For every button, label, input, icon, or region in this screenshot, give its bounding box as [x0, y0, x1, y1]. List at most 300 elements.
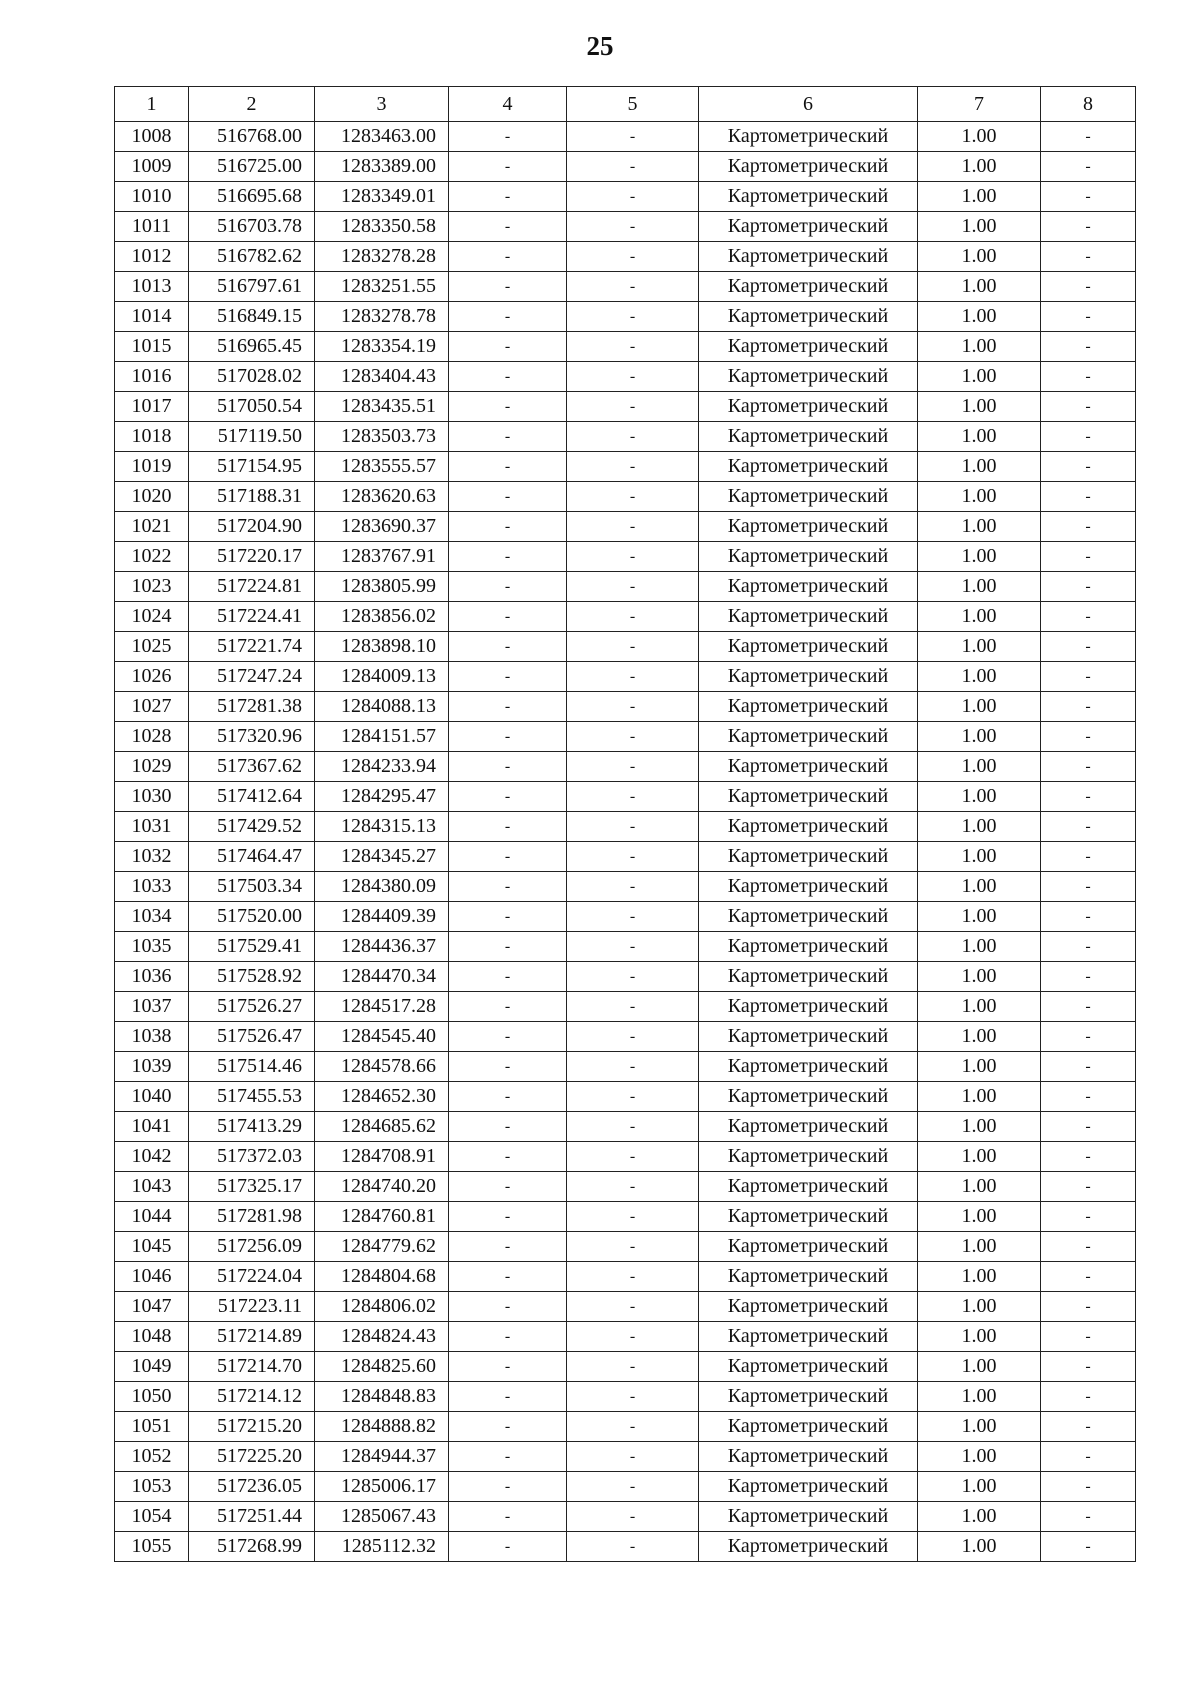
point-number-cell: 1054	[115, 1502, 189, 1532]
method-cell: Картометрический	[699, 1412, 918, 1442]
y-coordinate-cell: 1283503.73	[315, 422, 449, 452]
column-header: 5	[567, 87, 699, 122]
accuracy-cell: 1.00	[918, 662, 1041, 692]
x-coordinate-cell: 516849.15	[189, 302, 315, 332]
table-row	[115, 542, 1136, 572]
accuracy-cell: 1.00	[918, 1052, 1041, 1082]
accuracy-cell: 1.00	[918, 992, 1041, 1022]
column-5-cell: -	[567, 632, 699, 662]
y-coordinate-cell: 1283767.91	[315, 542, 449, 572]
method-cell: Картометрический	[699, 872, 918, 902]
table-row	[115, 1052, 1136, 1082]
accuracy-cell: 1.00	[918, 962, 1041, 992]
column-4-cell: -	[449, 782, 567, 812]
column-8-cell: -	[1041, 422, 1136, 452]
column-5-cell: -	[567, 242, 699, 272]
y-coordinate-cell: 1284779.62	[315, 1232, 449, 1262]
column-4-cell: -	[449, 1442, 567, 1472]
accuracy-cell: 1.00	[918, 452, 1041, 482]
column-header: 8	[1041, 87, 1136, 122]
accuracy-cell: 1.00	[918, 1472, 1041, 1502]
y-coordinate-cell: 1284436.37	[315, 932, 449, 962]
column-5-cell: -	[567, 392, 699, 422]
column-4-cell: -	[449, 932, 567, 962]
y-coordinate-cell: 1285112.32	[315, 1532, 449, 1562]
method-cell: Картометрический	[699, 842, 918, 872]
table-row	[115, 302, 1136, 332]
column-4-cell: -	[449, 1202, 567, 1232]
point-number-cell: 1017	[115, 392, 189, 422]
column-5-cell: -	[567, 692, 699, 722]
point-number-cell: 1036	[115, 962, 189, 992]
accuracy-cell: 1.00	[918, 902, 1041, 932]
y-coordinate-cell: 1284806.02	[315, 1292, 449, 1322]
column-5-cell: -	[567, 572, 699, 602]
column-4-cell: -	[449, 992, 567, 1022]
point-number-cell: 1008	[115, 122, 189, 152]
y-coordinate-cell: 1283856.02	[315, 602, 449, 632]
table-row	[115, 602, 1136, 632]
column-5-cell: -	[567, 1142, 699, 1172]
x-coordinate-cell: 517526.47	[189, 1022, 315, 1052]
column-4-cell: -	[449, 1232, 567, 1262]
column-4-cell: -	[449, 1502, 567, 1532]
table-row	[115, 1502, 1136, 1532]
point-number-cell: 1048	[115, 1322, 189, 1352]
column-8-cell: -	[1041, 1202, 1136, 1232]
accuracy-cell: 1.00	[918, 302, 1041, 332]
accuracy-cell: 1.00	[918, 122, 1041, 152]
column-4-cell: -	[449, 1262, 567, 1292]
column-8-cell: -	[1041, 842, 1136, 872]
accuracy-cell: 1.00	[918, 1232, 1041, 1262]
point-number-cell: 1039	[115, 1052, 189, 1082]
table-row	[115, 1352, 1136, 1382]
accuracy-cell: 1.00	[918, 572, 1041, 602]
y-coordinate-cell: 1284345.27	[315, 842, 449, 872]
point-number-cell: 1013	[115, 272, 189, 302]
column-4-cell: -	[449, 902, 567, 932]
column-5-cell: -	[567, 662, 699, 692]
column-8-cell: -	[1041, 1082, 1136, 1112]
column-8-cell: -	[1041, 302, 1136, 332]
column-4-cell: -	[449, 212, 567, 242]
column-4-cell: -	[449, 842, 567, 872]
column-5-cell: -	[567, 1322, 699, 1352]
method-cell: Картометрический	[699, 1052, 918, 1082]
column-4-cell: -	[449, 1022, 567, 1052]
table-row	[115, 332, 1136, 362]
column-5-cell: -	[567, 1292, 699, 1322]
y-coordinate-cell: 1284578.66	[315, 1052, 449, 1082]
column-4-cell: -	[449, 1052, 567, 1082]
point-number-cell: 1034	[115, 902, 189, 932]
column-8-cell: -	[1041, 662, 1136, 692]
column-5-cell: -	[567, 512, 699, 542]
method-cell: Картометрический	[699, 152, 918, 182]
accuracy-cell: 1.00	[918, 392, 1041, 422]
x-coordinate-cell: 517214.12	[189, 1382, 315, 1412]
y-coordinate-cell: 1284740.20	[315, 1172, 449, 1202]
method-cell: Картометрический	[699, 1022, 918, 1052]
column-8-cell: -	[1041, 692, 1136, 722]
point-number-cell: 1018	[115, 422, 189, 452]
method-cell: Картометрический	[699, 902, 918, 932]
table-row	[115, 392, 1136, 422]
column-8-cell: -	[1041, 122, 1136, 152]
column-5-cell: -	[567, 212, 699, 242]
table-row	[115, 782, 1136, 812]
column-5-cell: -	[567, 842, 699, 872]
method-cell: Картометрический	[699, 632, 918, 662]
table-row	[115, 992, 1136, 1022]
x-coordinate-cell: 516782.62	[189, 242, 315, 272]
x-coordinate-cell: 517520.00	[189, 902, 315, 932]
y-coordinate-cell: 1284009.13	[315, 662, 449, 692]
x-coordinate-cell: 517223.11	[189, 1292, 315, 1322]
method-cell: Картометрический	[699, 692, 918, 722]
method-cell: Картометрический	[699, 1472, 918, 1502]
y-coordinate-cell: 1285067.43	[315, 1502, 449, 1532]
method-cell: Картометрический	[699, 242, 918, 272]
point-number-cell: 1041	[115, 1112, 189, 1142]
point-number-cell: 1037	[115, 992, 189, 1022]
column-4-cell: -	[449, 722, 567, 752]
point-number-cell: 1028	[115, 722, 189, 752]
column-8-cell: -	[1041, 482, 1136, 512]
column-4-cell: -	[449, 1292, 567, 1322]
method-cell: Картометрический	[699, 1502, 918, 1532]
y-coordinate-cell: 1283349.01	[315, 182, 449, 212]
x-coordinate-cell: 517281.38	[189, 692, 315, 722]
column-5-cell: -	[567, 272, 699, 302]
column-5-cell: -	[567, 1502, 699, 1532]
table-row	[115, 1142, 1136, 1172]
column-4-cell: -	[449, 602, 567, 632]
accuracy-cell: 1.00	[918, 1382, 1041, 1412]
accuracy-cell: 1.00	[918, 722, 1041, 752]
accuracy-cell: 1.00	[918, 1532, 1041, 1562]
y-coordinate-cell: 1283555.57	[315, 452, 449, 482]
column-8-cell: -	[1041, 1442, 1136, 1472]
method-cell: Картометрический	[699, 392, 918, 422]
column-4-cell: -	[449, 1412, 567, 1442]
column-header: 3	[315, 87, 449, 122]
column-4-cell: -	[449, 632, 567, 662]
column-4-cell: -	[449, 812, 567, 842]
x-coordinate-cell: 517412.64	[189, 782, 315, 812]
column-4-cell: -	[449, 452, 567, 482]
accuracy-cell: 1.00	[918, 1412, 1041, 1442]
x-coordinate-cell: 516725.00	[189, 152, 315, 182]
y-coordinate-cell: 1284315.13	[315, 812, 449, 842]
column-5-cell: -	[567, 602, 699, 632]
y-coordinate-cell: 1284088.13	[315, 692, 449, 722]
column-header: 6	[699, 87, 918, 122]
method-cell: Картометрический	[699, 992, 918, 1022]
page-number: 25	[586, 31, 614, 61]
table-row	[115, 692, 1136, 722]
coordinates-table	[114, 86, 1136, 1562]
method-cell: Картометрический	[699, 812, 918, 842]
x-coordinate-cell: 517188.31	[189, 482, 315, 512]
column-8-cell: -	[1041, 572, 1136, 602]
column-4-cell: -	[449, 752, 567, 782]
column-5-cell: -	[567, 452, 699, 482]
accuracy-cell: 1.00	[918, 182, 1041, 212]
column-5-cell: -	[567, 362, 699, 392]
accuracy-cell: 1.00	[918, 332, 1041, 362]
column-5-cell: -	[567, 542, 699, 572]
column-5-cell: -	[567, 1202, 699, 1232]
y-coordinate-cell: 1283690.37	[315, 512, 449, 542]
column-8-cell: -	[1041, 812, 1136, 842]
method-cell: Картометрический	[699, 1442, 918, 1472]
point-number-cell: 1053	[115, 1472, 189, 1502]
column-4-cell: -	[449, 542, 567, 572]
method-cell: Картометрический	[699, 512, 918, 542]
column-8-cell: -	[1041, 332, 1136, 362]
column-4-cell: -	[449, 872, 567, 902]
column-5-cell: -	[567, 1232, 699, 1262]
x-coordinate-cell: 517215.20	[189, 1412, 315, 1442]
point-number-cell: 1031	[115, 812, 189, 842]
y-coordinate-cell: 1284824.43	[315, 1322, 449, 1352]
accuracy-cell: 1.00	[918, 842, 1041, 872]
method-cell: Картометрический	[699, 1322, 918, 1352]
table-row	[115, 842, 1136, 872]
method-cell: Картометрический	[699, 662, 918, 692]
column-4-cell: -	[449, 1532, 567, 1562]
column-5-cell: -	[567, 812, 699, 842]
column-8-cell: -	[1041, 722, 1136, 752]
y-coordinate-cell: 1284409.39	[315, 902, 449, 932]
accuracy-cell: 1.00	[918, 872, 1041, 902]
column-5-cell: -	[567, 482, 699, 512]
method-cell: Картометрический	[699, 722, 918, 752]
x-coordinate-cell: 516703.78	[189, 212, 315, 242]
column-4-cell: -	[449, 1112, 567, 1142]
column-8-cell: -	[1041, 932, 1136, 962]
column-5-cell: -	[567, 332, 699, 362]
y-coordinate-cell: 1284652.30	[315, 1082, 449, 1112]
x-coordinate-cell: 517256.09	[189, 1232, 315, 1262]
x-coordinate-cell: 517526.27	[189, 992, 315, 1022]
table-row	[115, 662, 1136, 692]
x-coordinate-cell: 517247.24	[189, 662, 315, 692]
x-coordinate-cell: 517224.04	[189, 1262, 315, 1292]
column-header: 7	[918, 87, 1041, 122]
column-4-cell: -	[449, 1472, 567, 1502]
column-5-cell: -	[567, 422, 699, 452]
x-coordinate-cell: 517464.47	[189, 842, 315, 872]
column-4-cell: -	[449, 1172, 567, 1202]
method-cell: Картометрический	[699, 1532, 918, 1562]
table-row	[115, 122, 1136, 152]
method-cell: Картометрический	[699, 1292, 918, 1322]
y-coordinate-cell: 1284295.47	[315, 782, 449, 812]
column-8-cell: -	[1041, 452, 1136, 482]
point-number-cell: 1021	[115, 512, 189, 542]
column-5-cell: -	[567, 1172, 699, 1202]
accuracy-cell: 1.00	[918, 932, 1041, 962]
method-cell: Картометрический	[699, 1202, 918, 1232]
x-coordinate-cell: 516695.68	[189, 182, 315, 212]
point-number-cell: 1010	[115, 182, 189, 212]
table-row	[115, 1082, 1136, 1112]
x-coordinate-cell: 517529.41	[189, 932, 315, 962]
y-coordinate-cell: 1284151.57	[315, 722, 449, 752]
point-number-cell: 1026	[115, 662, 189, 692]
table-row	[115, 752, 1136, 782]
y-coordinate-cell: 1284825.60	[315, 1352, 449, 1382]
x-coordinate-cell: 517503.34	[189, 872, 315, 902]
column-4-cell: -	[449, 512, 567, 542]
x-coordinate-cell: 517221.74	[189, 632, 315, 662]
column-5-cell: -	[567, 872, 699, 902]
method-cell: Картометрический	[699, 452, 918, 482]
point-number-cell: 1045	[115, 1232, 189, 1262]
point-number-cell: 1042	[115, 1142, 189, 1172]
accuracy-cell: 1.00	[918, 1022, 1041, 1052]
table-row	[115, 182, 1136, 212]
point-number-cell: 1009	[115, 152, 189, 182]
column-8-cell: -	[1041, 1412, 1136, 1442]
column-8-cell: -	[1041, 962, 1136, 992]
column-4-cell: -	[449, 242, 567, 272]
x-coordinate-cell: 517214.89	[189, 1322, 315, 1352]
y-coordinate-cell: 1283463.00	[315, 122, 449, 152]
accuracy-cell: 1.00	[918, 512, 1041, 542]
y-coordinate-cell: 1285006.17	[315, 1472, 449, 1502]
column-8-cell: -	[1041, 1352, 1136, 1382]
table-row	[115, 722, 1136, 752]
x-coordinate-cell: 517119.50	[189, 422, 315, 452]
accuracy-cell: 1.00	[918, 1322, 1041, 1352]
point-number-cell: 1046	[115, 1262, 189, 1292]
method-cell: Картометрический	[699, 302, 918, 332]
column-5-cell: -	[567, 752, 699, 782]
accuracy-cell: 1.00	[918, 1292, 1041, 1322]
accuracy-cell: 1.00	[918, 212, 1041, 242]
point-number-cell: 1030	[115, 782, 189, 812]
accuracy-cell: 1.00	[918, 422, 1041, 452]
column-8-cell: -	[1041, 1022, 1136, 1052]
accuracy-cell: 1.00	[918, 362, 1041, 392]
column-5-cell: -	[567, 1442, 699, 1472]
table-row	[115, 1292, 1136, 1322]
column-8-cell: -	[1041, 242, 1136, 272]
point-number-cell: 1012	[115, 242, 189, 272]
table-row	[115, 1232, 1136, 1262]
column-8-cell: -	[1041, 1472, 1136, 1502]
column-5-cell: -	[567, 1532, 699, 1562]
y-coordinate-cell: 1283435.51	[315, 392, 449, 422]
point-number-cell: 1029	[115, 752, 189, 782]
accuracy-cell: 1.00	[918, 602, 1041, 632]
point-number-cell: 1016	[115, 362, 189, 392]
table-row	[115, 1322, 1136, 1352]
column-4-cell: -	[449, 1382, 567, 1412]
y-coordinate-cell: 1283278.78	[315, 302, 449, 332]
table-row	[115, 632, 1136, 662]
column-5-cell: -	[567, 902, 699, 932]
method-cell: Картометрический	[699, 482, 918, 512]
table-row	[115, 272, 1136, 302]
x-coordinate-cell: 517225.20	[189, 1442, 315, 1472]
point-number-cell: 1019	[115, 452, 189, 482]
column-8-cell: -	[1041, 392, 1136, 422]
table-row	[115, 872, 1136, 902]
method-cell: Картометрический	[699, 422, 918, 452]
y-coordinate-cell: 1284233.94	[315, 752, 449, 782]
x-coordinate-cell: 517224.41	[189, 602, 315, 632]
column-8-cell: -	[1041, 602, 1136, 632]
point-number-cell: 1055	[115, 1532, 189, 1562]
column-8-cell: -	[1041, 512, 1136, 542]
column-4-cell: -	[449, 662, 567, 692]
x-coordinate-cell: 517429.52	[189, 812, 315, 842]
column-8-cell: -	[1041, 902, 1136, 932]
accuracy-cell: 1.00	[918, 1502, 1041, 1532]
point-number-cell: 1014	[115, 302, 189, 332]
method-cell: Картометрический	[699, 1232, 918, 1262]
column-4-cell: -	[449, 332, 567, 362]
x-coordinate-cell: 517528.92	[189, 962, 315, 992]
accuracy-cell: 1.00	[918, 1442, 1041, 1472]
column-8-cell: -	[1041, 1052, 1136, 1082]
point-number-cell: 1022	[115, 542, 189, 572]
x-coordinate-cell: 517224.81	[189, 572, 315, 602]
table-row	[115, 1412, 1136, 1442]
method-cell: Картометрический	[699, 272, 918, 302]
accuracy-cell: 1.00	[918, 1082, 1041, 1112]
table-row	[115, 1022, 1136, 1052]
column-8-cell: -	[1041, 1532, 1136, 1562]
point-number-cell: 1047	[115, 1292, 189, 1322]
column-5-cell: -	[567, 932, 699, 962]
column-5-cell: -	[567, 302, 699, 332]
table-row	[115, 1442, 1136, 1472]
table-header-row	[115, 87, 1136, 122]
column-8-cell: -	[1041, 182, 1136, 212]
point-number-cell: 1052	[115, 1442, 189, 1472]
column-8-cell: -	[1041, 632, 1136, 662]
point-number-cell: 1032	[115, 842, 189, 872]
method-cell: Картометрический	[699, 1262, 918, 1292]
column-5-cell: -	[567, 1472, 699, 1502]
method-cell: Картометрический	[699, 1352, 918, 1382]
column-5-cell: -	[567, 1052, 699, 1082]
column-4-cell: -	[449, 1142, 567, 1172]
column-8-cell: -	[1041, 1322, 1136, 1352]
table-row	[115, 242, 1136, 272]
y-coordinate-cell: 1283404.43	[315, 362, 449, 392]
method-cell: Картометрический	[699, 1082, 918, 1112]
column-5-cell: -	[567, 1082, 699, 1112]
table-row	[115, 512, 1136, 542]
x-coordinate-cell: 516965.45	[189, 332, 315, 362]
accuracy-cell: 1.00	[918, 1172, 1041, 1202]
x-coordinate-cell: 517455.53	[189, 1082, 315, 1112]
column-8-cell: -	[1041, 872, 1136, 902]
table-row	[115, 902, 1136, 932]
table-row	[115, 1172, 1136, 1202]
x-coordinate-cell: 517214.70	[189, 1352, 315, 1382]
column-5-cell: -	[567, 1382, 699, 1412]
accuracy-cell: 1.00	[918, 752, 1041, 782]
method-cell: Картометрический	[699, 212, 918, 242]
